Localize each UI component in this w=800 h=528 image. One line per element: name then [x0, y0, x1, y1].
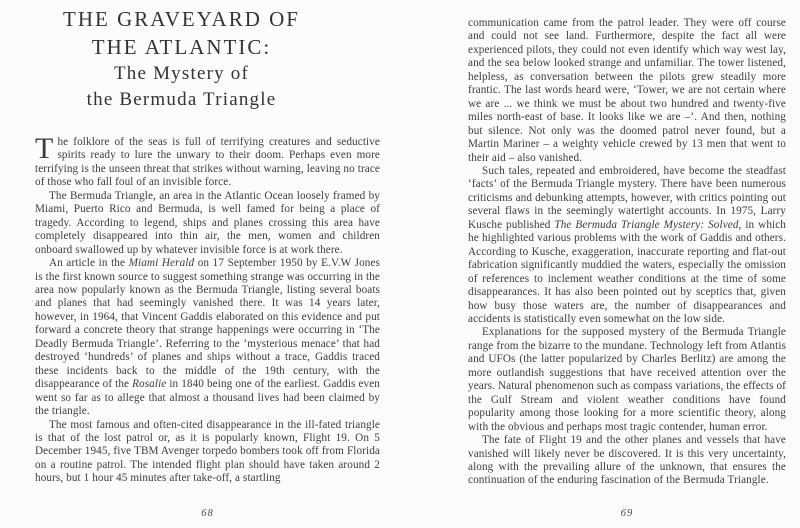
italic-text: Rosalie	[132, 378, 167, 391]
body-text: The most famous and often-cited disappearance in the ill-fated triangle is that of the lost patrol or, as it is popularly known, Flight 19. On 5 December 1945, five TBM Avenger torpedo bombers took off from Florida on a routine patrol. The intended flight plan should have taken around 2 hours, but 1 hour 45 minutes after take-off, a startling	[35, 418, 380, 485]
body-text: he folklore of the seas is full of terrifying creatures and seductive spirits ready to lure the unwary to their doom. Perhaps even more terrifying is the unseen threat that strikes without warning, leaving no trace of those who fall foul of an invisible force.	[35, 136, 380, 189]
body-text: , in which he highlighted various problems with the work of Gaddis and others. According to Kusche, exaggeration, inaccurate reporting and flat-out fabrication significantly muddied the waters, especially the omission of references to inclement weather conditions at the time of some disappearances. It has also been pointed out by sceptics that, given how busy those waters are, the number of disappearances and accidents is statistically even somewhat on the low side.	[468, 218, 786, 325]
body-text: on 17 September 1950 by E.V.W Jones is the first known source to suggest something strange was occurring in the area now popularly known as the Bermuda Triangle, listing several boats and planes that had seemingly vanished there. It was 14 years later, however, in 1964, that Vincent Gaddis elaborated on this evidence and put forward a concrete theory that strange happenings were occurring in ‘The Deadly Bermuda Triangle’. Referring to the ‘mysterious menace’ that had destroyed ‘hundreds’ of planes and ships without a trace, Gaddis traced these incidents back to the middle of the 19th century, with the disappearance of the	[35, 257, 380, 391]
body-text: communication came from the patrol leader. They were off course and could not see land. Furthermore, despite the fact all were experienced pilots, they could not even identify which way west lay, and the sea below looked strange and unfamiliar. The tower listened, helpless, as conversation between the pilots grew steadily more frantic. The last words heard were, ‘Tower, we are not certain where we are ... we think we must be about two hundred and twenty-five miles north-east of base. It looks like we are –’. And then, nothing but silence. Not only was the doomed patrol never found, but a Martin Mariner – a weighty vehicle crewed by 13 men that went to their aid – also vanished.	[468, 17, 786, 164]
paragraph	[35, 419, 380, 486]
body-text: An article in the	[49, 257, 129, 270]
body-text: The Bermuda Triangle, an area in the Atlantic Ocean loosely framed by Miami, Puerto Rico and Bermuda, is well famed for being a place of tragedy. According to legend, ships and planes crossing this area have completely disappeared into thin air, the men, women and children onboard swallowed up by whatever invisible force is at work there.	[35, 189, 380, 256]
italic-text: Miami Herald	[128, 257, 195, 270]
chapter-title-line-1: THE GRAVEYARD OF	[63, 7, 300, 31]
chapter-subtitle-line-2: the Bermuda Triangle	[86, 89, 277, 110]
drop-cap: T	[35, 132, 54, 165]
body-text: Such tales, repeated and embroidered, have become the steadfast ‘facts’ of the Bermuda Triangle mystery. There have been numerous criticisms and debunking attempts, however, with critics pointing out several flaws in the seemingly watertight accounts. In 1975, Larry Kusche published	[468, 164, 786, 231]
left-page	[35, 0, 380, 528]
italic-text: The Bermuda Triangle Mystery: Solved	[554, 218, 739, 231]
chapter-title-block	[35, 5, 380, 113]
paragraph	[468, 434, 786, 488]
body-text: The fate of Flight 19 and the other planes and vessels that have vanished will likely never be discovered. It is this very uncertainty, along with the prevailing allure of the unknown, that ensures the continuation of the enduring fascination of the Bermuda Triangle.	[468, 434, 786, 487]
paragraph	[35, 190, 380, 257]
left-page-body	[35, 132, 380, 486]
paragraph	[468, 17, 786, 165]
chapter-title-line-2: THE ATLANTIC:	[91, 35, 272, 59]
chapter-subtitle-line-1: The Mystery of	[114, 63, 249, 84]
right-page-number: 69	[620, 508, 634, 519]
left-page-number: 68	[201, 508, 214, 519]
body-text: Explanations for the supposed mystery of the Bermuda Triangle range from the bizarre to the mundane. Technology left from Atlantis and UFOs (the latter popularized by Charles Berlitz) are among the more outlandish suggestions that have received attention over the years. Natural phenomenon such as compass variations, the effects of the Gulf Stream and violent weather conditions have found popularity among those looking for a more scientific theory, along with the obvious and perhaps most tragic contender, human error.	[468, 326, 786, 433]
paragraph	[468, 326, 786, 434]
paragraph	[35, 132, 380, 190]
right-page	[468, 0, 786, 528]
paragraph	[468, 165, 786, 326]
paragraph	[35, 257, 380, 418]
body-text: in 1840 being one of the earliest. Gaddis even went so far as to allege that almost a thousand lives had been claimed by the triangle.	[35, 378, 380, 418]
right-page-body	[468, 0, 786, 488]
